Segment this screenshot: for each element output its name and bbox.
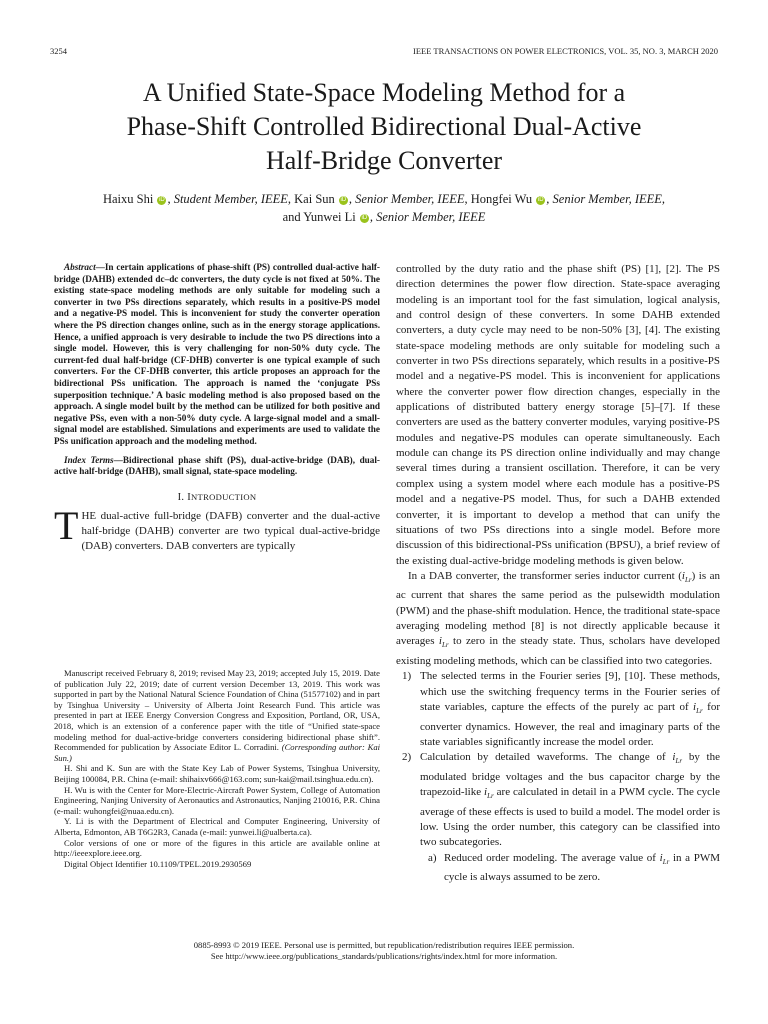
author-role: , Senior Member, IEEE [348,192,465,206]
drop-cap: T [54,502,79,548]
author-role: , Senior Member, IEEE [369,210,486,224]
author-role: , Student Member, IEEE [167,192,288,206]
author-list [40,190,728,226]
math-symbol: $i_{Lr}$ [681,569,692,585]
math-symbol: $i_{Lr}$ [672,751,683,766]
orcid-icon[interactable]: iD [340,197,347,203]
copyright-line: 0885-8993 © 2019 IEEE. Personal use is permitted, but republication/redistribution requires IEEE permission. [193,940,575,950]
orcid-icon[interactable]: iD [159,197,165,203]
author-name: Haixu Shi [102,192,154,206]
math-symbol: $i_{Lr}$ [438,635,449,650]
footnote-color-versions: Color versions of one or more of the figures in this article are available online at http://ieeexplore.ieee.org. [54,837,380,859]
footnote-affiliation: H. Wu is with the Center for More-Electric-Aircraft Power System, College of Automation Engineering, Nanjing University of Aeronautics and Astronautics, Nanjing 210016, P.R. China (e-mail: wuhongfei@nuaa.edu.cn). [54,784,380,816]
right-column [396,262,720,886]
math-symbol: $i_{Lr}$ [484,786,494,801]
orcid-icon[interactable]: iD [537,197,544,203]
index-terms-lead: Index Terms [64,454,114,465]
orcid-icon[interactable]: iD [361,215,368,221]
footnote-doi: Digital Object Identifier 10.1109/TPEL.2019.2930569 [64,858,252,869]
math-symbol: $i_{Lr}$ [693,701,703,716]
footnotes [54,668,380,869]
copyright-notice [40,940,728,962]
author-role: , Senior Member, IEEE, [546,192,666,206]
author-name: , Hongfei Wu [464,192,533,206]
section-heading-introduction: I. INTRODUCTION [177,491,257,503]
author-name: and Yunwei Li [282,210,356,224]
math-symbol: $i_{Lr}$ [659,851,670,866]
intro-text: HE dual-active full-bridge (DAFB) converter and the dual-active half-bridge (DAHB) converter are two typical dual-active-bridge (DAB) converters. DAB converters are typically [81,509,380,553]
abstract [54,262,380,448]
abstract-text: —In certain applications of phase-shift (PS) controlled dual-active half-bridge (DAHB) extended dc–dc converters, the duty cycle is not fixed at 50%. The existing state-space modeling methods are only suitable for modeling such a converter in two PSs directions separately, which results in a positive-PS model and a negative-PS model. This is inconvenient for study the converter operation where the PS direction changes online, such as in the energy storage applications. Hence, a unified approach is very desirable to include the two PS directions into a single model. However, this is very challenging for non-50% duty cycle. The current-fed dual half-bridge (CF-DHB) converter is one typical example of such converters. For the CF-DHB converter, this article proposes an approach for the bidirectional PSs unification. The approach is named the ‘conjugate PSs superposition technique.’ A basic modeling method is also proposed based on the approach. A single model built by the method can be utilized for both positive and negative PSs, even with a non-50% duty cycle. A large-signal model and a small-signal model are established. Simulations and experiments are used to validate the PSs unification approach and the modeling method. [54,262,380,446]
footnote-manuscript: Manuscript received February 8, 2019; revised May 23, 2019; accepted July 15, 2019. Date of publication July 22, 2019; date of current version December 13, 2019. This work was supported in part by the National Natural Science Foundation of China (51577102) and in part by Tsinghua University – University of Alberta Joint Research Fund. This article was presented in part at IEEE Energy Conversion Congress and Exposition, Portland, OR, USA, 2018, which is an extension of a conference paper with the title of “Unified state-space modeling method for dual-active-bridge converters considering bidirectional phase shift”. Recommended for publication by Associate Editor L. Corradini. (Corresponding author: Kai Sun.) [54,668,380,763]
paper-title [40,76,728,178]
body-paragraph: controlled by the duty ratio and the phase shift (PS) [1], [2]. The PS direction determines the power flow direction. State-space averaging modeling is an important tool for the fast simulation, logical analysis, and control design of these converters. In some DAHB extended converters, a duty cycle may need to be non-50% [3], [4]. The existing state-space modeling methods are only suitable for modeling such a converter in two PSs directions separately, which results in a positive-PS model and a negative-PS model. This is inconvenient for applications where the converter power flow direction changes, especially in the applications of distributed battery energy storage [5]–[7]. If these converters are used as the battery converter modules, varying positive-PS modules and negative-PS modules can operate simultaneously. Each module can change its PS direction online individually and may change several times during a transient oscillation. Therefore, it can be very complex using a system model where each module has a positive-PS model and a negative-PS model. Thus, for such a DAHB extended converter, it is important to develop a method that can unify the situations of two PSs directions into a single model. Before more discussion of this bidirectional-PSs unification (BPSU), a brief review of the existing dual-active-bridge modeling methods is given below. [396,263,720,567]
intro-paragraph [54,502,380,555]
index-terms-text: —Bidirectional phase shift (PS), dual-active-bridge (DAB), dual-active half-bridge (DAHB), small signal, state-space modeling. [54,454,380,477]
body-paragraph: In a DAB converter, the transformer series inductor current $(i_{Lr})$ is an ac current that shares the same period as the pulsewidth modulation (PWM) and the phase-shift modulation. Hence, the traditional state-space averaging modeling method [8] is not directly applicable because it averages $i_{Lr}$ to zero in the steady state. Thus, scholars have developed existing modeling methods, which can be classified into two categories. [396,569,721,667]
list-item: 1) The selected terms in the Fourier series [9], [10]. These methods, which use the switching frequency terms in the Fourier series of state variables, capture the effects of the purely ac part of $i_{Lr}$ for converter dynamics. However, the real and imaginary parts of the state variables significantly increase the model order. [402,670,720,748]
title-line-1: A Unified State-Space Modeling Method for a [142,78,626,107]
abstract-lead: Abstract [64,262,96,272]
journal-header: IEEE TRANSACTIONS ON POWER ELECTRONICS, VOL. 35, NO. 3, MARCH 2020 [413,46,718,56]
sub-list-item: a) Reduced order modeling. The average value of $i_{Lr}$ in a PWM cycle is always assumed to be zero. [428,851,720,884]
footnote-affiliation: H. Shi and K. Sun are with the State Key Lab of Power Systems, Tsinghua University, Beijing 100084, P.R. China (e-mail: shihaixv666@163.com; sun-kai@mail.tsinghua.edu.cn). [54,763,380,784]
author-name: , Kai Sun [287,192,335,206]
left-column [54,262,380,555]
index-terms [54,455,380,478]
list-item: 2) Calculation by detailed waveforms. The change of $i_{Lr}$ by the modulated bridge voltages and the bus capacitor charge by the trapezoid-like $i_{Lr}$ are calculated in detail in a PWM cycle. The cycle average of these effects is used to build a model. The model order is low. Using the order number, this category can be classified into two subcategories. [402,751,720,849]
title-line-2: Phase-Shift Controlled Bidirectional Dual-Active [126,112,642,141]
rights-link[interactable]: See http://www.ieee.org/publications_standards/publications/rights/index.html for more information. [210,951,558,961]
title-line-3: Half-Bridge Converter [265,146,503,175]
page-number: 3254 [50,46,67,56]
footnote-affiliation: Y. Li is with the Department of Electrical and Computer Engineering, University of Alberta, Edmonton, AB T6G2R3, Canada (e-mail: yunwei.li@ualberta.ca). [54,816,380,837]
